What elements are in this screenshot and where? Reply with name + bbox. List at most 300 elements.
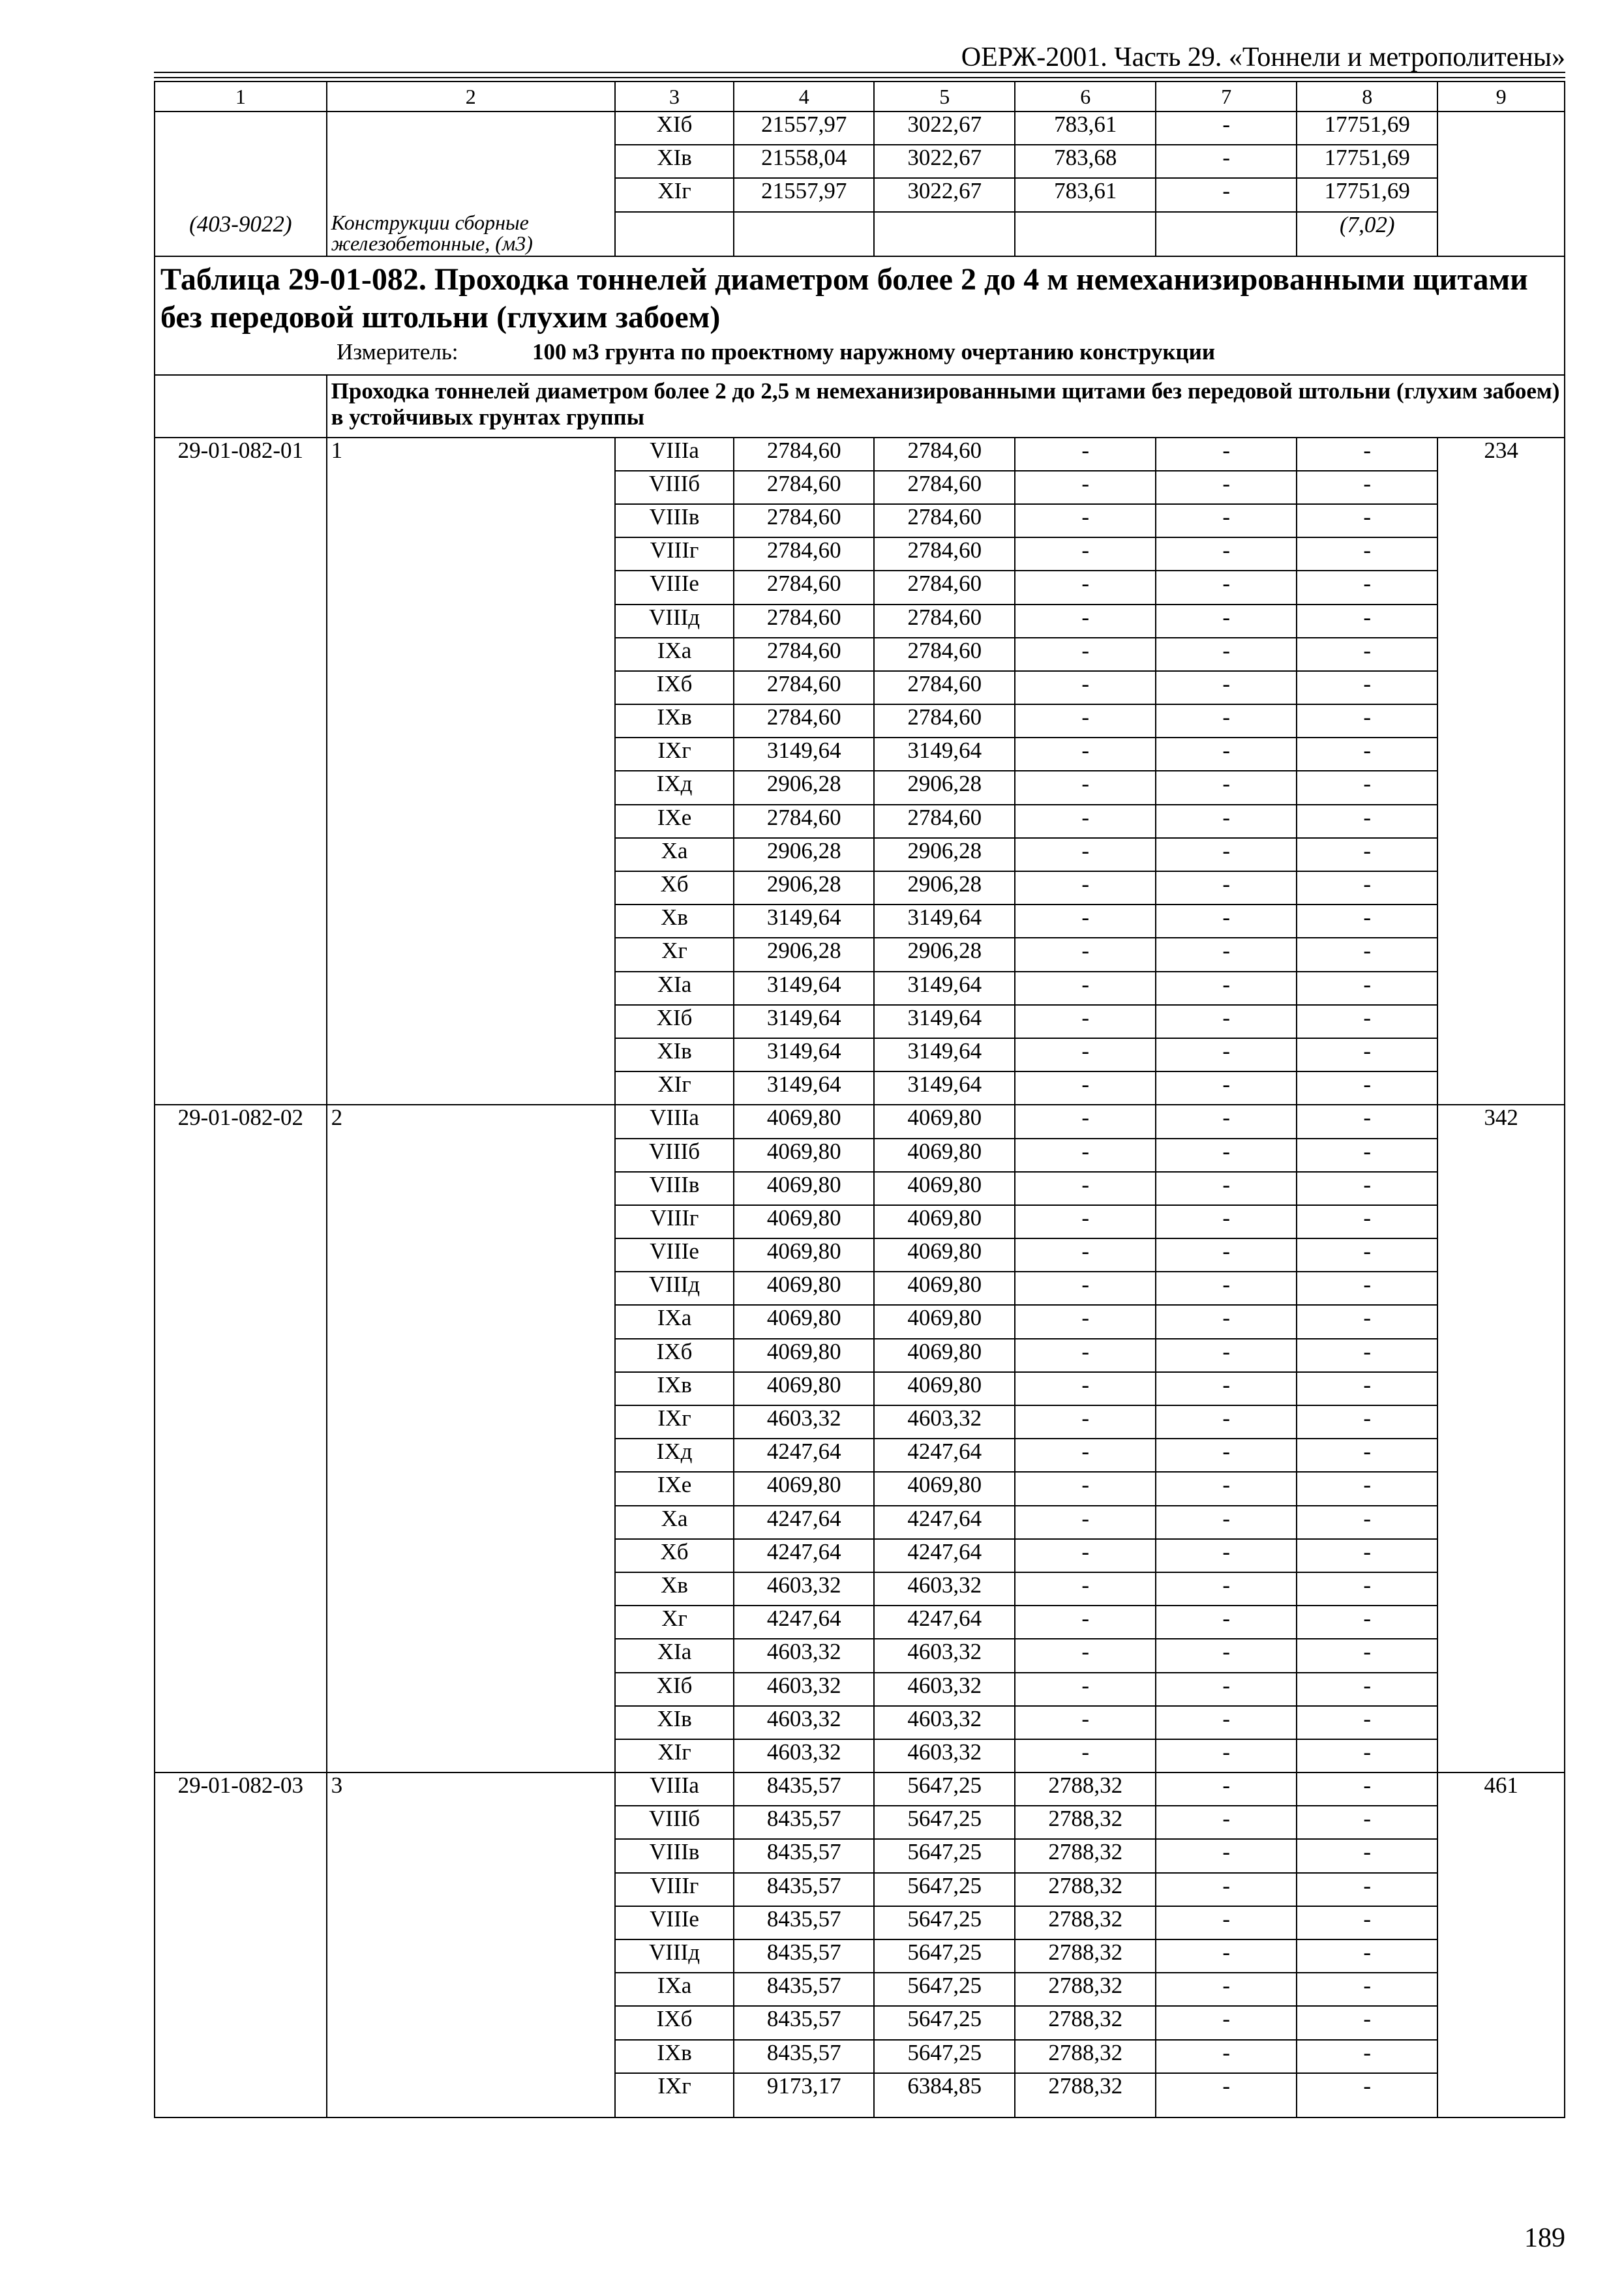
value-cell: 4603,32 bbox=[734, 1639, 874, 1672]
value-cell: 2784,60 bbox=[874, 471, 1015, 504]
value-cell: 2906,28 bbox=[874, 771, 1015, 804]
value-cell: 3149,64 bbox=[734, 1071, 874, 1105]
category-cell: IXб bbox=[615, 1339, 734, 1372]
value-cell: - bbox=[1015, 1105, 1156, 1138]
value-cell: - bbox=[1297, 938, 1437, 971]
value-cell: 4247,64 bbox=[734, 1506, 874, 1539]
measure-value: 100 м3 грунта по проектному наружному очертанию конструкции bbox=[532, 338, 1215, 365]
value-cell: 4069,80 bbox=[874, 1139, 1015, 1172]
value-cell: 21557,97 bbox=[734, 112, 874, 145]
value-cell: - bbox=[1156, 638, 1297, 671]
value-cell: - bbox=[1015, 1673, 1156, 1706]
value-cell: - bbox=[1156, 1038, 1297, 1071]
value-cell: 8435,57 bbox=[734, 2040, 874, 2073]
value-cell: - bbox=[1297, 1071, 1437, 1105]
value-cell: - bbox=[1156, 671, 1297, 704]
value-cell: - bbox=[1015, 1372, 1156, 1405]
value-cell: - bbox=[1156, 571, 1297, 604]
category-cell: IXг bbox=[615, 2073, 734, 2117]
category-cell: IXа bbox=[615, 638, 734, 671]
value-cell: - bbox=[1297, 1873, 1437, 1906]
code-cell bbox=[155, 112, 327, 145]
column-number: 8 bbox=[1297, 82, 1437, 112]
value-cell: - bbox=[1156, 1272, 1297, 1305]
value-cell: 4069,80 bbox=[874, 1372, 1015, 1405]
value-cell: 4069,80 bbox=[874, 1305, 1015, 1338]
category-cell: Xв bbox=[615, 1572, 734, 1606]
value-cell: 783,61 bbox=[1015, 178, 1156, 211]
value-cell: 2784,60 bbox=[734, 704, 874, 738]
value-cell: - bbox=[1015, 704, 1156, 738]
value-cell: 4069,80 bbox=[874, 1172, 1015, 1205]
value-cell: 5647,25 bbox=[874, 1773, 1015, 1806]
value-cell: 4069,80 bbox=[874, 1339, 1015, 1372]
value-cell: 3149,64 bbox=[734, 1038, 874, 1071]
value-cell: 783,68 bbox=[1015, 145, 1156, 178]
value-cell: - bbox=[1297, 972, 1437, 1005]
value-cell: 4247,64 bbox=[734, 1439, 874, 1472]
value-cell: - bbox=[1297, 1539, 1437, 1572]
value-cell: - bbox=[1297, 1105, 1437, 1138]
value-cell: - bbox=[1297, 671, 1437, 704]
value-cell: - bbox=[1297, 1839, 1437, 1872]
value-cell: 4069,80 bbox=[734, 1339, 874, 1372]
empty-cell bbox=[615, 212, 734, 256]
value-cell: - bbox=[1015, 1739, 1156, 1773]
value-cell: - bbox=[1156, 1906, 1297, 1939]
category-cell: VIIIг bbox=[615, 1873, 734, 1906]
table-title-cell bbox=[155, 256, 1565, 375]
value-cell: - bbox=[1015, 938, 1156, 971]
value-cell: 4069,80 bbox=[734, 1139, 874, 1172]
category-cell: VIIIд bbox=[615, 605, 734, 638]
resource-code: (403-9022) bbox=[155, 212, 327, 256]
value-cell: - bbox=[1156, 1806, 1297, 1839]
value-cell: - bbox=[1015, 1439, 1156, 1472]
column-number: 2 bbox=[327, 82, 615, 112]
category-cell: VIIIв bbox=[615, 1172, 734, 1205]
value-cell: 4247,64 bbox=[734, 1539, 874, 1572]
header-rule bbox=[154, 72, 1565, 73]
value-cell: 3022,67 bbox=[874, 178, 1015, 211]
table-row bbox=[155, 438, 1565, 471]
value-cell: 2906,28 bbox=[734, 871, 874, 905]
value-cell: - bbox=[1015, 504, 1156, 537]
value-cell: - bbox=[1015, 571, 1156, 604]
value-cell: - bbox=[1297, 2006, 1437, 2039]
value-cell: 2906,28 bbox=[734, 938, 874, 971]
value-cell: 2784,60 bbox=[874, 571, 1015, 604]
value-cell: - bbox=[1297, 471, 1437, 504]
value-cell: 2784,60 bbox=[874, 638, 1015, 671]
value-cell: - bbox=[1156, 1238, 1297, 1272]
column-number: 4 bbox=[734, 82, 874, 112]
category-cell: IXв bbox=[615, 2040, 734, 2073]
value-cell: 4603,32 bbox=[874, 1673, 1015, 1706]
value-cell: - bbox=[1297, 838, 1437, 871]
value-cell: - bbox=[1297, 1973, 1437, 2006]
value-cell: 4603,32 bbox=[874, 1405, 1015, 1439]
value-cell: - bbox=[1297, 1706, 1437, 1739]
value-cell: - bbox=[1015, 1038, 1156, 1071]
value-cell: 3149,64 bbox=[874, 905, 1015, 938]
value-cell: 4603,32 bbox=[734, 1405, 874, 1439]
category-cell: XIг bbox=[615, 1739, 734, 1773]
rates-table-body bbox=[155, 82, 1565, 2117]
category-cell: VIIIв bbox=[615, 504, 734, 537]
value-cell: 4069,80 bbox=[874, 1272, 1015, 1305]
value-cell: - bbox=[1156, 178, 1297, 211]
value-cell: - bbox=[1015, 1572, 1156, 1606]
category-cell: VIIIа bbox=[615, 1773, 734, 1806]
value-cell: - bbox=[1297, 1606, 1437, 1639]
value-cell: 5647,25 bbox=[874, 2006, 1015, 2039]
category-cell: IXа bbox=[615, 1305, 734, 1338]
value-cell: - bbox=[1297, 1439, 1437, 1472]
value-cell: - bbox=[1297, 1238, 1437, 1272]
value-cell: - bbox=[1297, 905, 1437, 938]
measure-line bbox=[160, 339, 1559, 365]
value-cell: 4069,80 bbox=[874, 1105, 1015, 1138]
table-row bbox=[155, 112, 1565, 145]
value-cell: 21557,97 bbox=[734, 178, 874, 211]
value-cell: - bbox=[1015, 438, 1156, 471]
value-cell: 2784,60 bbox=[734, 605, 874, 638]
value-cell: 3022,67 bbox=[874, 112, 1015, 145]
table-row bbox=[155, 1773, 1565, 1806]
value-cell: - bbox=[1297, 1005, 1437, 1038]
rate-name: 3 bbox=[327, 1773, 615, 2117]
value-cell: - bbox=[1015, 471, 1156, 504]
category-cell: Xв bbox=[615, 905, 734, 938]
category-cell: VIIIа bbox=[615, 438, 734, 471]
category-cell: VIIIе bbox=[615, 1906, 734, 1939]
value-cell: - bbox=[1297, 571, 1437, 604]
value-cell: - bbox=[1297, 1739, 1437, 1773]
value-cell: 783,61 bbox=[1015, 112, 1156, 145]
value-cell: 2788,32 bbox=[1015, 1906, 1156, 1939]
value-cell: - bbox=[1297, 738, 1437, 771]
value-cell: 2784,60 bbox=[874, 704, 1015, 738]
table-title-row bbox=[155, 256, 1565, 375]
value-cell: - bbox=[1015, 1339, 1156, 1372]
subtitle-cell: Проходка тоннелей диаметром более 2 до 2,5 м немеханизированными щитами без передовой штольни (глухим забоем) в устойчивых грунтах группы bbox=[327, 375, 1565, 438]
value-cell: 4069,80 bbox=[734, 1238, 874, 1272]
category-cell: VIIIе bbox=[615, 571, 734, 604]
value-cell: - bbox=[1297, 1572, 1437, 1606]
value-cell: - bbox=[1297, 1172, 1437, 1205]
value-cell: 8435,57 bbox=[734, 1939, 874, 1973]
value-cell: 8435,57 bbox=[734, 1873, 874, 1906]
column-number: 9 bbox=[1437, 82, 1565, 112]
value-cell: 2788,32 bbox=[1015, 2040, 1156, 2073]
value-cell: - bbox=[1156, 905, 1297, 938]
value-cell: - bbox=[1015, 771, 1156, 804]
category-cell: IXе bbox=[615, 1472, 734, 1505]
value-cell: - bbox=[1015, 1606, 1156, 1639]
empty-cell bbox=[734, 212, 874, 256]
value-cell: 4603,32 bbox=[874, 1739, 1015, 1773]
value-cell: 4603,32 bbox=[874, 1572, 1015, 1606]
value-cell: 5647,25 bbox=[874, 1806, 1015, 1839]
value-cell: - bbox=[1015, 1639, 1156, 1672]
category-cell: XIв bbox=[615, 145, 734, 178]
value-cell: 6384,85 bbox=[874, 2073, 1015, 2117]
value-cell: 4603,32 bbox=[734, 1572, 874, 1606]
value-cell: 8435,57 bbox=[734, 1806, 874, 1839]
value-cell: - bbox=[1297, 638, 1437, 671]
category-cell: XIб bbox=[615, 112, 734, 145]
value-cell: 2784,60 bbox=[734, 671, 874, 704]
value-cell: - bbox=[1015, 1506, 1156, 1539]
value-cell: - bbox=[1156, 938, 1297, 971]
value-cell: - bbox=[1015, 1172, 1156, 1205]
name-cell bbox=[327, 112, 615, 145]
value-cell: - bbox=[1015, 1539, 1156, 1572]
value-cell: 3149,64 bbox=[874, 738, 1015, 771]
column-number: 5 bbox=[874, 82, 1015, 112]
value-cell: - bbox=[1156, 1673, 1297, 1706]
value-cell: - bbox=[1156, 1706, 1297, 1739]
category-cell: IXв bbox=[615, 704, 734, 738]
resource-value: (7,02) bbox=[1297, 212, 1437, 256]
value-cell: 3149,64 bbox=[874, 972, 1015, 1005]
value-cell: - bbox=[1156, 1205, 1297, 1238]
value-cell: 4603,32 bbox=[874, 1706, 1015, 1739]
value-cell: - bbox=[1156, 1372, 1297, 1405]
empty-cell bbox=[155, 375, 327, 438]
value-cell: 3149,64 bbox=[734, 738, 874, 771]
value-cell: - bbox=[1156, 1405, 1297, 1439]
value-cell: - bbox=[1297, 537, 1437, 571]
value-cell: 2788,32 bbox=[1015, 1873, 1156, 1906]
value-cell: 4069,80 bbox=[734, 1172, 874, 1205]
empty-cell bbox=[1437, 178, 1565, 211]
value-cell: - bbox=[1156, 1506, 1297, 1539]
value-cell: - bbox=[1015, 671, 1156, 704]
value-cell: - bbox=[1015, 605, 1156, 638]
value-cell: - bbox=[1297, 605, 1437, 638]
value-cell: 17751,69 bbox=[1297, 112, 1437, 145]
value-cell: 17751,69 bbox=[1297, 178, 1437, 211]
value-cell: - bbox=[1156, 805, 1297, 838]
value-cell: - bbox=[1297, 1939, 1437, 1973]
value-cell: - bbox=[1156, 1839, 1297, 1872]
category-cell: XIв bbox=[615, 1706, 734, 1739]
page-header bbox=[154, 38, 1565, 74]
value-cell: 17751,69 bbox=[1297, 145, 1437, 178]
table-row bbox=[155, 178, 1565, 211]
value-cell: 2788,32 bbox=[1015, 1806, 1156, 1839]
value-cell: - bbox=[1015, 1238, 1156, 1272]
value-cell: - bbox=[1156, 1939, 1297, 1973]
value-cell: - bbox=[1156, 1339, 1297, 1372]
value-cell: 4247,64 bbox=[874, 1439, 1015, 1472]
category-cell: VIIIе bbox=[615, 1238, 734, 1272]
value-cell: 2784,60 bbox=[734, 438, 874, 471]
value-cell: - bbox=[1156, 738, 1297, 771]
value-cell: 3022,67 bbox=[874, 145, 1015, 178]
category-cell: XIа bbox=[615, 1639, 734, 1672]
code-cell bbox=[155, 178, 327, 211]
value-cell: 2784,60 bbox=[874, 671, 1015, 704]
value-cell: - bbox=[1156, 471, 1297, 504]
category-cell: XIг bbox=[615, 1071, 734, 1105]
empty-cell bbox=[1437, 212, 1565, 256]
category-cell: XIв bbox=[615, 1038, 734, 1071]
category-cell: IXе bbox=[615, 805, 734, 838]
value-cell: 2788,32 bbox=[1015, 1939, 1156, 1973]
value-cell: - bbox=[1156, 2006, 1297, 2039]
name-cell bbox=[327, 178, 615, 211]
value-cell: 9173,17 bbox=[734, 2073, 874, 2117]
category-cell: Xб bbox=[615, 871, 734, 905]
category-cell: Xб bbox=[615, 1539, 734, 1572]
value-cell: - bbox=[1156, 1539, 1297, 1572]
rate-code: 29-01-082-01 bbox=[155, 438, 327, 1105]
column-number: 1 bbox=[155, 82, 327, 112]
column-number: 7 bbox=[1156, 82, 1297, 112]
value-cell: 3149,64 bbox=[734, 1005, 874, 1038]
value-cell: 4069,80 bbox=[734, 1372, 874, 1405]
value-cell: 4069,80 bbox=[734, 1472, 874, 1505]
value-cell: 2784,60 bbox=[734, 805, 874, 838]
value-cell: 2788,32 bbox=[1015, 1839, 1156, 1872]
category-cell: Xа bbox=[615, 838, 734, 871]
value-cell: - bbox=[1156, 1639, 1297, 1672]
value-cell: - bbox=[1297, 504, 1437, 537]
value-cell: - bbox=[1015, 1205, 1156, 1238]
value-cell: 4603,32 bbox=[874, 1639, 1015, 1672]
value-cell: - bbox=[1015, 805, 1156, 838]
value-cell: 2906,28 bbox=[874, 871, 1015, 905]
empty-cell bbox=[1156, 212, 1297, 256]
value-cell: 4069,80 bbox=[734, 1272, 874, 1305]
value-cell: - bbox=[1297, 1339, 1437, 1372]
resource-name: Конструкции сборные железобетонные, (м3) bbox=[327, 212, 615, 256]
resource-row bbox=[155, 212, 1565, 256]
value-cell: - bbox=[1297, 1405, 1437, 1439]
value-cell: 5647,25 bbox=[874, 1839, 1015, 1872]
value-cell: 5647,25 bbox=[874, 1873, 1015, 1906]
value-cell: - bbox=[1297, 1372, 1437, 1405]
value-cell: - bbox=[1297, 1139, 1437, 1172]
empty-cell bbox=[1015, 212, 1156, 256]
value-cell: - bbox=[1156, 1606, 1297, 1639]
value-cell: - bbox=[1297, 1038, 1437, 1071]
value-cell: - bbox=[1015, 1139, 1156, 1172]
value-cell: - bbox=[1156, 1172, 1297, 1205]
column-9-value: 234 bbox=[1437, 438, 1565, 1105]
value-cell: - bbox=[1156, 1071, 1297, 1105]
value-cell: 4069,80 bbox=[734, 1105, 874, 1138]
value-cell: 8435,57 bbox=[734, 1773, 874, 1806]
category-cell: IXб bbox=[615, 2006, 734, 2039]
value-cell: 2784,60 bbox=[734, 504, 874, 537]
value-cell: - bbox=[1297, 871, 1437, 905]
page-number: 189 bbox=[1524, 2223, 1565, 2253]
value-cell: 3149,64 bbox=[734, 905, 874, 938]
category-cell: VIIIд bbox=[615, 1272, 734, 1305]
value-cell: - bbox=[1297, 1272, 1437, 1305]
category-cell: VIIIг bbox=[615, 537, 734, 571]
value-cell: - bbox=[1015, 838, 1156, 871]
value-cell: 8435,57 bbox=[734, 1906, 874, 1939]
value-cell: 5647,25 bbox=[874, 2040, 1015, 2073]
value-cell: 2784,60 bbox=[874, 438, 1015, 471]
category-cell: XIа bbox=[615, 972, 734, 1005]
column-9-value: 342 bbox=[1437, 1105, 1565, 1773]
value-cell: - bbox=[1297, 1639, 1437, 1672]
value-cell: - bbox=[1015, 537, 1156, 571]
category-cell: VIIIв bbox=[615, 1839, 734, 1872]
value-cell: - bbox=[1156, 1572, 1297, 1606]
value-cell: - bbox=[1015, 1005, 1156, 1038]
value-cell: 4069,80 bbox=[874, 1205, 1015, 1238]
value-cell: 2906,28 bbox=[734, 771, 874, 804]
value-cell: - bbox=[1156, 871, 1297, 905]
value-cell: - bbox=[1156, 1139, 1297, 1172]
value-cell: - bbox=[1297, 704, 1437, 738]
value-cell: - bbox=[1297, 1506, 1437, 1539]
value-cell: - bbox=[1156, 1739, 1297, 1773]
value-cell: - bbox=[1156, 537, 1297, 571]
category-cell: XIг bbox=[615, 178, 734, 211]
category-cell: Xг bbox=[615, 938, 734, 971]
value-cell: 2784,60 bbox=[874, 504, 1015, 537]
category-cell: IXд bbox=[615, 1439, 734, 1472]
value-cell: - bbox=[1156, 704, 1297, 738]
column-number: 3 bbox=[615, 82, 734, 112]
value-cell: - bbox=[1156, 1439, 1297, 1472]
rate-code: 29-01-082-02 bbox=[155, 1105, 327, 1773]
value-cell: 4069,80 bbox=[874, 1238, 1015, 1272]
value-cell: 2784,60 bbox=[874, 805, 1015, 838]
value-cell: - bbox=[1015, 1706, 1156, 1739]
value-cell: 3149,64 bbox=[874, 1005, 1015, 1038]
rates-table bbox=[154, 81, 1565, 2118]
category-cell: IXв bbox=[615, 1372, 734, 1405]
rate-name: 2 bbox=[327, 1105, 615, 1773]
empty-cell bbox=[874, 212, 1015, 256]
value-cell: 4069,80 bbox=[734, 1305, 874, 1338]
value-cell: 8435,57 bbox=[734, 1839, 874, 1872]
value-cell: 2788,32 bbox=[1015, 1973, 1156, 2006]
value-cell: - bbox=[1015, 1071, 1156, 1105]
value-cell: - bbox=[1156, 1873, 1297, 1906]
value-cell: 2784,60 bbox=[734, 471, 874, 504]
value-cell: - bbox=[1015, 972, 1156, 1005]
table-row bbox=[155, 145, 1565, 178]
header-title: ОЕРЖ-2001. Часть 29. «Тоннели и метрополитены» bbox=[961, 42, 1565, 72]
value-cell: - bbox=[1156, 504, 1297, 537]
rate-code: 29-01-082-03 bbox=[155, 1773, 327, 2117]
value-cell: - bbox=[1156, 2073, 1297, 2117]
value-cell: 4247,64 bbox=[874, 1539, 1015, 1572]
value-cell: - bbox=[1015, 1272, 1156, 1305]
value-cell: - bbox=[1297, 1472, 1437, 1505]
value-cell: 21558,04 bbox=[734, 145, 874, 178]
value-cell: 5647,25 bbox=[874, 1939, 1015, 1973]
table-title: Таблица 29-01-082. Проходка тоннелей диаметром более 2 до 4 м немеханизированными щитами без передовой штольни (глухим забоем) bbox=[160, 262, 1528, 335]
category-cell: VIIIб bbox=[615, 471, 734, 504]
value-cell: - bbox=[1156, 1773, 1297, 1806]
header-rule-double bbox=[154, 77, 1565, 78]
value-cell: - bbox=[1297, 438, 1437, 471]
value-cell: - bbox=[1015, 1472, 1156, 1505]
subtitle-row bbox=[155, 375, 1565, 438]
value-cell: 5647,25 bbox=[874, 1906, 1015, 1939]
